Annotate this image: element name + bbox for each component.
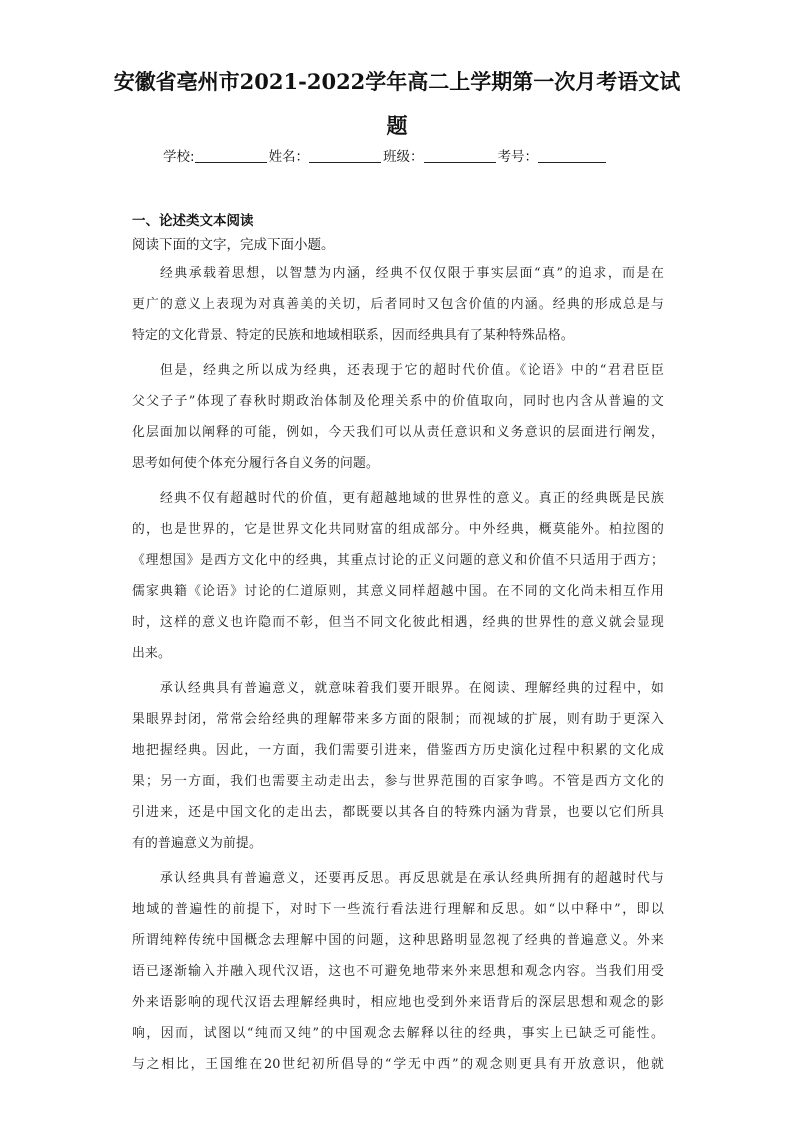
article-line: 出来。 — [132, 646, 171, 661]
article-line: 语已逐渐输入并融入现代汉语，这也不可避免地带来外来思想和观念内容。当我们用受 — [132, 964, 664, 979]
article-line: 化层面加以阐释的可能，例如，今天我们可以从责任意识和义务意识的层面进行阐发， — [132, 425, 664, 440]
article-line: 果；另一方面，我们也需要主动走出去，参与世界范围的百家争鸣。不管是西方文化的 — [132, 774, 664, 789]
article-line: 与之相比，王国维在20世纪初所倡导的“学无中西”的观念则更具有开放意识，他就 — [132, 1057, 664, 1072]
exam-number-label: 考号： — [497, 149, 539, 165]
article-line: 思考如何使个体充分履行各自义务的问题。 — [132, 456, 379, 471]
article-line: 的，也是世界的，它是世界文化共同财富的组成部分。中外经典，概莫能外。柏拉图的 — [132, 522, 664, 537]
article-line: 有的普遍意义为前提。 — [132, 836, 262, 851]
article-line: 父父子子”体现了春秋时期政治体制及伦理关系中的价值取向，同时也内含从普遍的文 — [132, 394, 664, 409]
article-line: 更广的意义上表现为对真善美的关切，后者同时又包含价值的内涵。经典的形成总是与 — [132, 297, 664, 312]
article-line: 地把握经典。因此，一方面，我们需要引进来，借鉴西方历史演化过程中积累的文化成 — [132, 743, 664, 758]
article-line: 但是，经典之所以成为经典，还表现于它的超时代价值。《论语》中的“君君臣臣 — [160, 363, 664, 378]
article-line: 承认经典具有普遍意义，就意味着我们要开眼界。在阅读、理解经典的过程中，如 — [160, 681, 664, 696]
article-line: 承认经典具有普遍意义，还要再反思。再反思就是在承认经典所拥有的超越时代与 — [160, 871, 664, 886]
student-info-row — [163, 145, 683, 165]
article-line: 地域的普遍性的前提下，对时下一些流行看法进行理解和反思。如“以中释中”，即以 — [132, 902, 664, 917]
article-line: 响，因而，试图以“纯而又纯”的中国观念去解释以往的经典，事实上已缺乏可能性。 — [132, 1026, 664, 1041]
article-line: 儒家典籍《论语》讨论的仁道原则，其意义同样超越中国。在不同的文化尚未相互作用 — [132, 584, 664, 599]
exam-number-blank[interactable] — [538, 148, 606, 163]
article-line: 特定的文化背景、特定的民族和地域相联系，因而经典具有了某种特殊品格。 — [132, 328, 574, 343]
article-line: 《理想国》是西方文化中的经典，其重点讨论的正义问题的意义和价值不只适用于西方； — [132, 553, 664, 568]
reading-instruction: 阅读下面的文字，完成下面小题。 — [132, 237, 335, 253]
section-heading: 一、论述类文本阅读 — [132, 213, 254, 229]
name-label: 姓名： — [268, 149, 310, 165]
school-label: 学校: — [163, 149, 195, 165]
document-title-continuation: 题 — [386, 113, 408, 138]
article-line: 外来语影响的现代汉语去理解经典时，相应地也受到外来语背后的深层思想和观念的影 — [132, 995, 664, 1010]
article-line: 果眼界封闭，常常会给经典的理解带来多方面的限制；而视域的扩展，则有助于更深入 — [132, 712, 664, 727]
class-blank[interactable] — [424, 148, 496, 163]
article-line: 所谓纯粹传统中国概念去理解中国的问题，这种思路明显忽视了经典的普遍意义。外来 — [132, 933, 664, 948]
document-title: 安徽省亳州市2021-2022学年高二上学期第一次月考语文试 — [113, 69, 681, 94]
article-line: 经典不仅有超越时代的价值，更有超越地域的世界性的意义。真正的经典既是民族 — [160, 491, 664, 506]
name-blank[interactable] — [309, 148, 381, 163]
article-line: 时，这样的意义也许隐而不彰，但当不同文化彼此相遇，经典的世界性的意义就会显现 — [132, 615, 664, 630]
article-line: 经典承载着思想，以智慧为内涵，经典不仅仅限于事实层面“真”的追求，而是在 — [160, 266, 664, 281]
school-blank[interactable] — [195, 148, 267, 163]
article-line: 引进来，还是中国文化的走出去，都既要以其各自的特殊内涵为背景，也要以它们所具 — [132, 805, 664, 820]
class-label: 班级： — [383, 149, 424, 165]
